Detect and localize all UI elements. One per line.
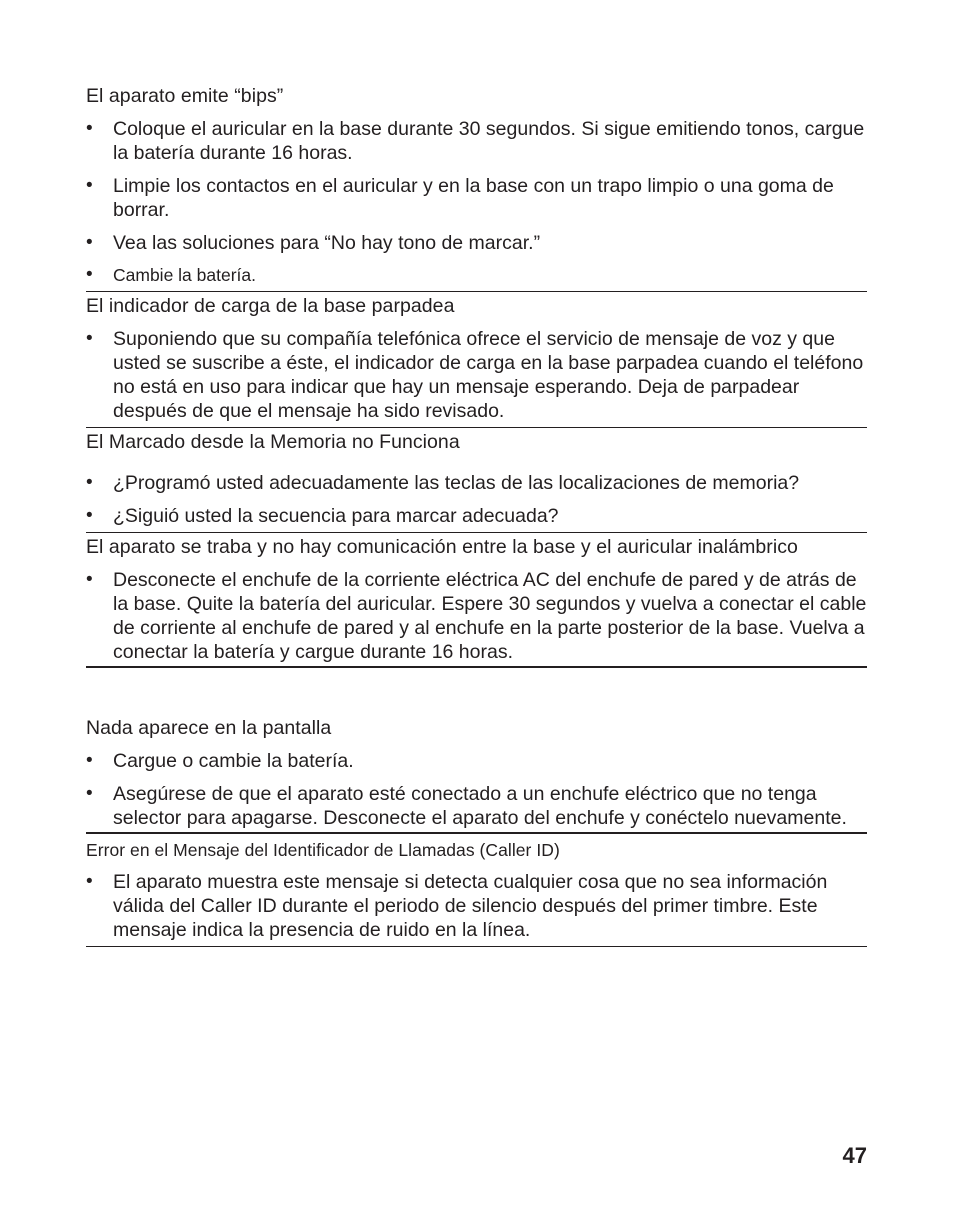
bullet-icon: •: [86, 569, 93, 590]
list-item: [86, 174, 867, 222]
list-item-text: Cargue o cambie la batería.: [113, 750, 354, 772]
list-item-text: Vea las soluciones para “No hay tono de marcar.”: [113, 232, 541, 254]
bullet-icon: •: [86, 783, 93, 804]
bullet-icon: •: [86, 118, 93, 139]
bullet-icon: •: [86, 175, 93, 196]
section-heading: Error en el Mensaje del Identificador de Llamadas (Caller ID): [86, 840, 560, 860]
bullet-list: [86, 117, 867, 287]
page-number: 47: [842, 1143, 867, 1168]
section-heading: El aparato se traba y no hay comunicación entre la base y el auricular inalámbrico: [86, 536, 798, 558]
section-memory-dialing: [86, 428, 867, 533]
list-item: [86, 749, 867, 773]
list-item-text: Suponiendo que su compañía telefónica ofrece el servicio de mensaje de voz y que usted se suscribe a éste, el indicador de carga en la base parpadea cuando el teléfono no está en uso para indicar que hay un mensaje esperando. Deja de parpadear después de que el mensaje ha sido revisado.: [113, 328, 864, 422]
section-divider: [86, 946, 867, 947]
section-divider: [86, 666, 867, 668]
bullet-icon: •: [86, 505, 93, 526]
bullet-list: [86, 870, 867, 942]
list-item-text: Asegúrese de que el aparato esté conectado a un enchufe eléctrico que no tenga selector para apagarse. Desconecte el aparato del enchufe y conéctelo nuevamente.: [113, 783, 847, 829]
bullet-list: [86, 327, 867, 423]
list-item-text: Limpie los contactos en el auricular y en la base con un trapo limpio o una goma de borrar.: [113, 175, 834, 221]
section-heading: Nada aparece en la pantalla: [86, 717, 332, 739]
section-heading: El indicador de carga de la base parpadea: [86, 295, 455, 317]
list-item: [86, 568, 867, 664]
bullet-list: [86, 568, 867, 664]
list-item: [86, 327, 867, 423]
list-item: [86, 231, 867, 255]
section-beeps: [86, 82, 867, 292]
bullet-list: [86, 471, 867, 528]
section-heading: El Marcado desde la Memoria no Funciona: [86, 431, 460, 453]
list-item: [86, 117, 867, 165]
bullet-list: [86, 749, 867, 830]
list-item-text: ¿Programó usted adecuadamente las teclas de las localizaciones de memoria?: [113, 472, 800, 494]
bullet-icon: •: [86, 750, 93, 771]
list-item-text: El aparato muestra este mensaje si detecta cualquier cosa que no sea información válida del Caller ID durante el periodo de silencio después del primer timbre. Este mensaje indica la presencia de ruido en la línea.: [113, 871, 828, 941]
section-heading: El aparato emite “bips”: [86, 85, 284, 107]
list-item-text: Desconecte el enchufe de la corriente eléctrica AC del enchufe de pared y de atrás de la base. Quite la batería del auricular. Espere 30 segundos y vuelva a conectar el cable de corriente al enchufe de pared y al enchufe en la parte posterior de la base. Vuelva a conectar la batería y cargue durante 16 horas.: [113, 569, 867, 663]
list-item-text: ¿Siguió usted la secuencia para marcar adecuada?: [113, 505, 559, 527]
list-item: [86, 870, 867, 942]
list-item-text: Coloque el auricular en la base durante 30 segundos. Si sigue emitiendo tonos, cargue la batería durante 16 horas.: [113, 118, 865, 164]
section-no-communication: [86, 533, 867, 668]
list-item: [86, 471, 867, 495]
bullet-icon: •: [86, 871, 93, 892]
bullet-icon: •: [86, 264, 93, 285]
section-charge-indicator: [86, 292, 867, 428]
bullet-icon: •: [86, 472, 93, 493]
bullet-icon: •: [86, 232, 93, 253]
section-blank-display: [86, 714, 867, 834]
bullet-icon: •: [86, 328, 93, 349]
list-item: [86, 504, 867, 528]
troubleshooting-page: [86, 82, 867, 947]
section-caller-id-error: [86, 834, 867, 947]
list-item: [86, 263, 867, 287]
list-item-text: Cambie la batería.: [113, 265, 256, 285]
list-item: [86, 782, 867, 830]
